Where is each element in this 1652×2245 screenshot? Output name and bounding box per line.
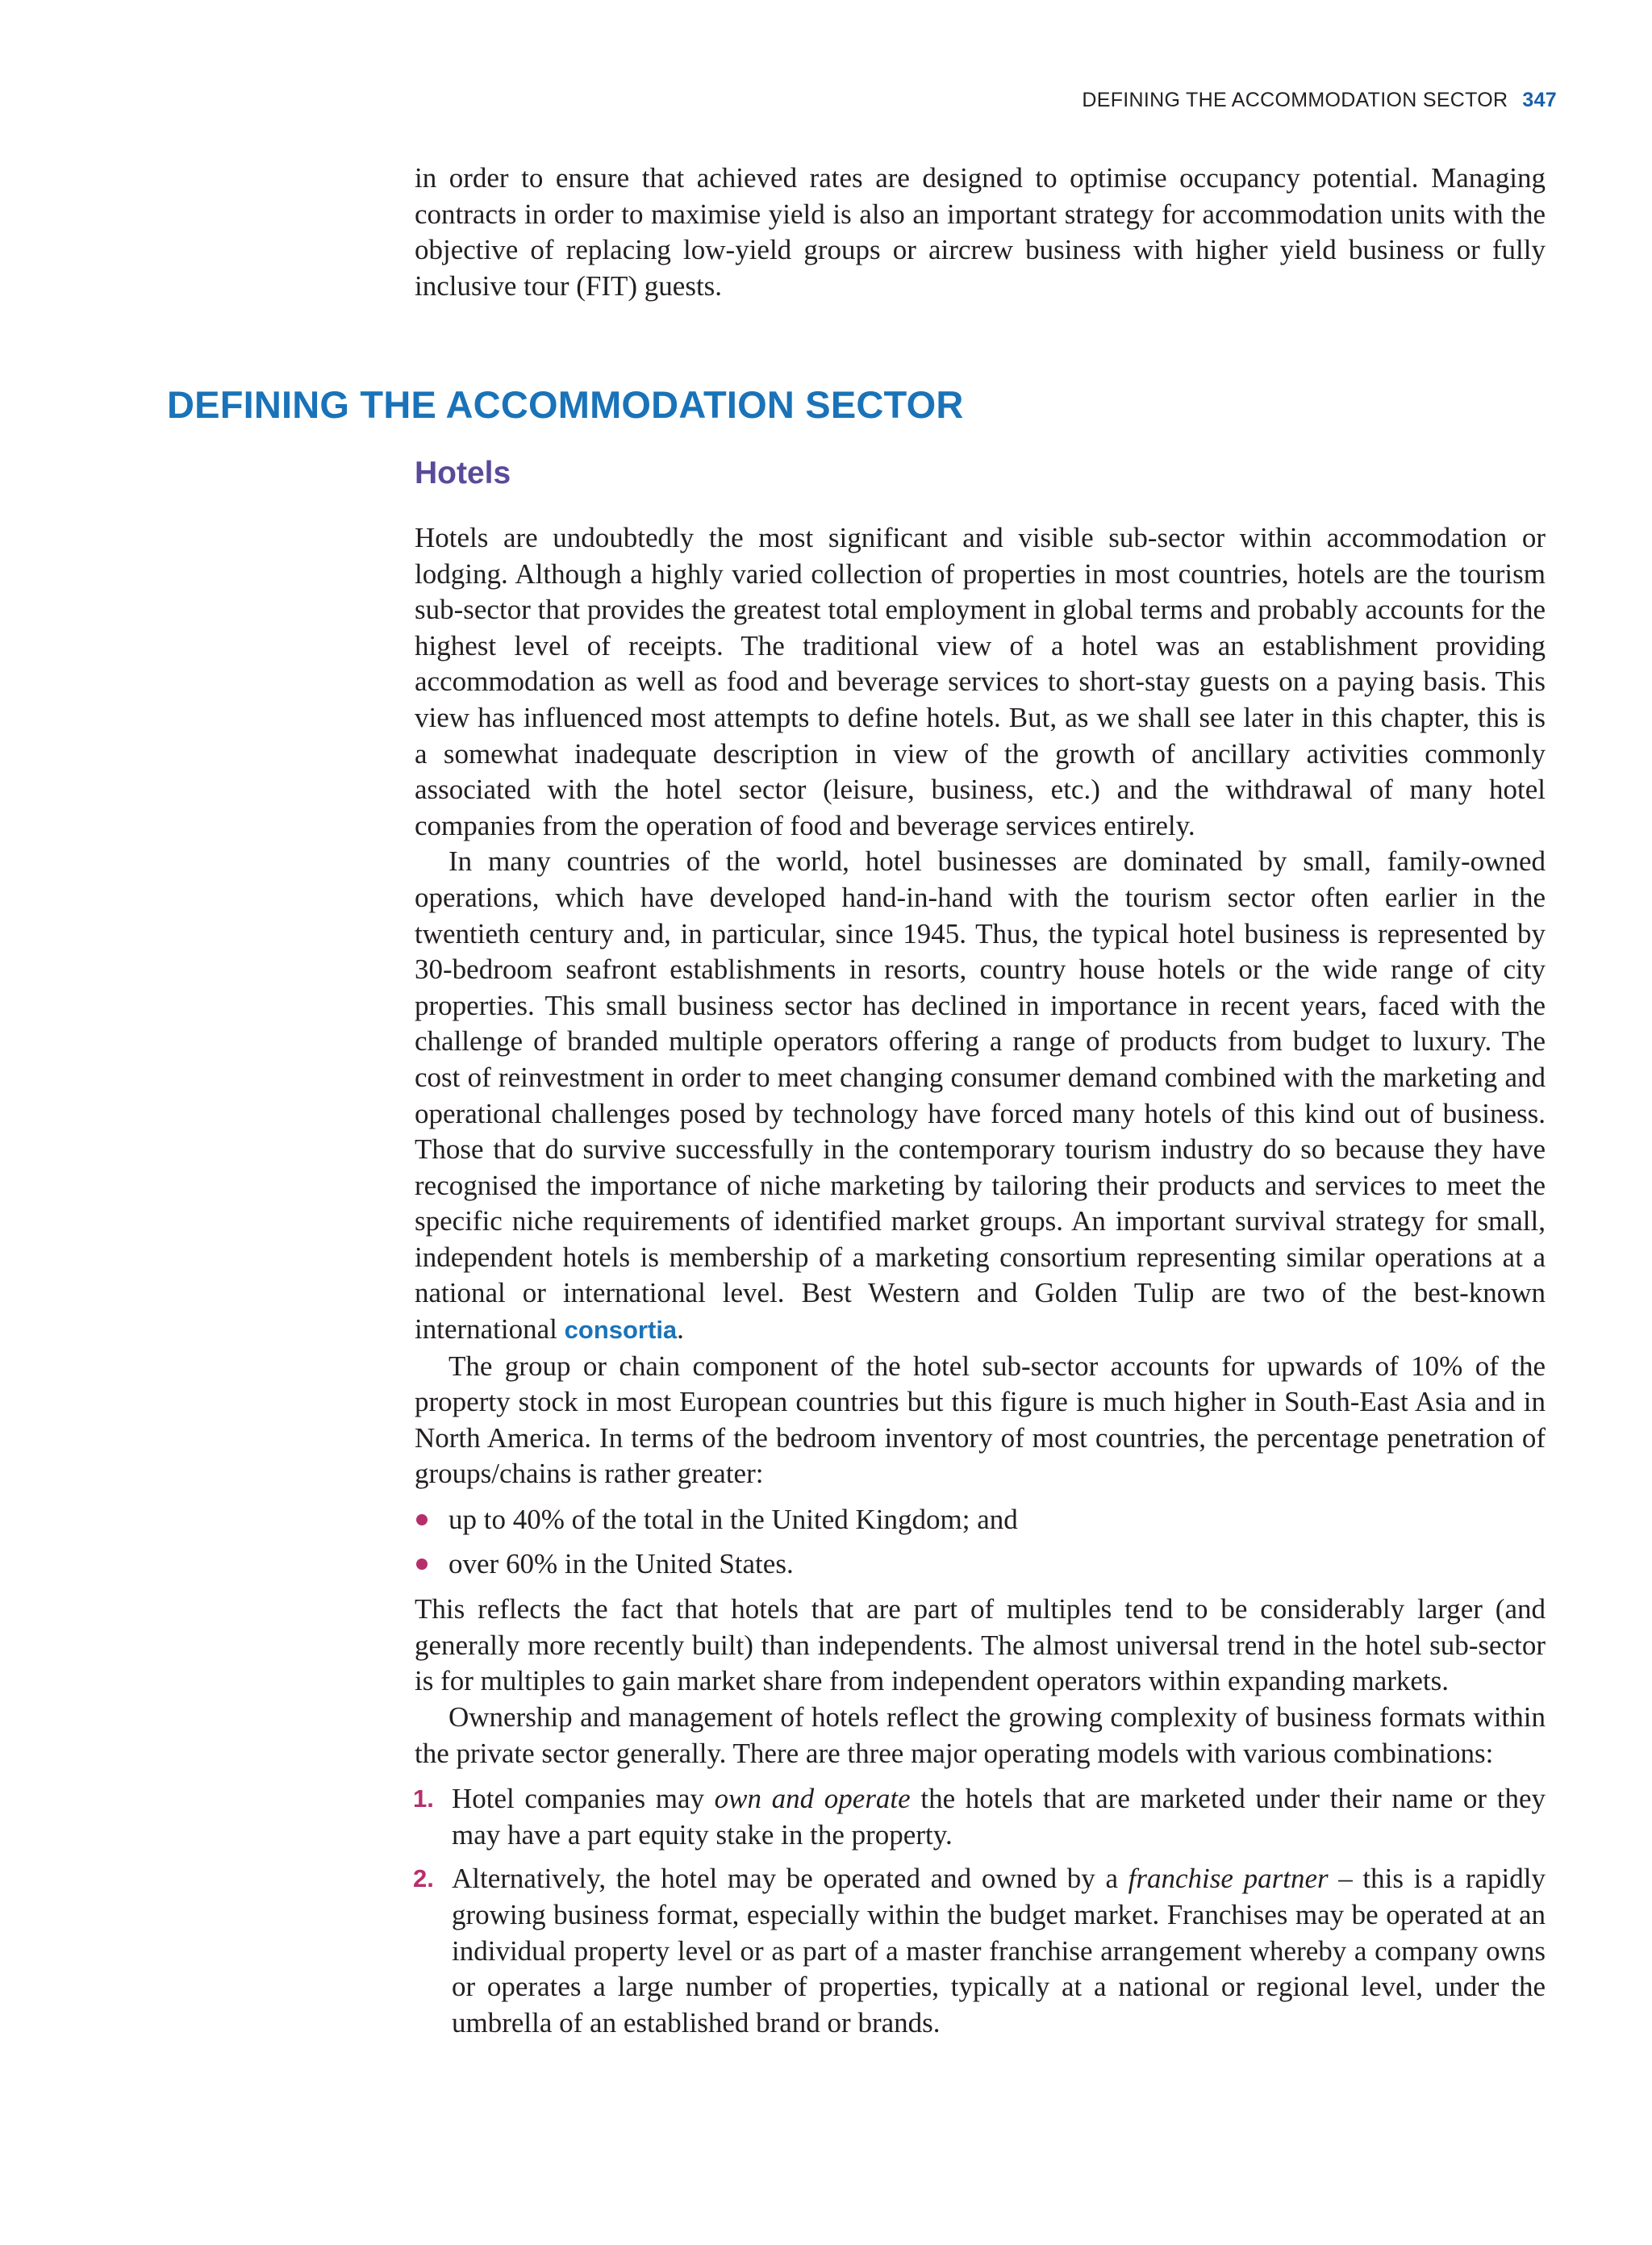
item-emphasis: franchise partner [1128,1863,1329,1895]
running-header [1008,89,1557,112]
item-number: 2. [413,1864,434,1893]
key-term-consortia[interactable]: consortia [564,1316,678,1345]
item-text-start: Hotel companies may [452,1783,715,1815]
bullet-text: over 60% in the United States. [448,1547,794,1579]
item-emphasis: own and operate [714,1783,911,1815]
item-text-end: – this is a rapidly growing business format, especially within the budget market. Franchises may be operated at an individual property level or as part of a master franchise arrangement whereby a company owns or operates a large number of properties, typically at a national or regional level, under the umbrella of an established brand or brands. [452,1863,1546,2038]
paragraph-5: Ownership and management of hotels reflect the growing complexity of business formats within the private sector generally. There are three major operating models with various combinations: [415,1701,1546,1769]
body-text [415,520,1546,2041]
bullet-icon [416,1559,428,1570]
bullet-list [415,1502,1546,1582]
intro-paragraph: in order to ensure that achieved rates are designed to optimise occupancy potential. Managing contracts in order to maximise yield is also an important strategy for accommodation units with the objective of replacing low-yield groups or aircrew business with higher yield business or fully inclusive tour (FIT) guests. [415,162,1546,302]
item-text-start: Alternatively, the hotel may be operated and owned by a [452,1863,1128,1895]
numbered-item [415,1861,1546,2041]
paragraph-2-end: . [677,1313,684,1346]
paragraph-2 [415,844,1546,1348]
item-text-end: the hotels that are marketed under their name or they may have a part equity stake in the property. [452,1783,1546,1851]
bullet-item [415,1502,1546,1538]
section-heading: DEFINING THE ACCOMMODATION SECTOR [167,383,964,426]
running-header-title: DEFINING THE ACCOMMODATION SECTOR [1082,89,1508,111]
operating-models-list [415,1781,1546,2041]
intro-paragraph-block [415,161,1546,304]
paragraph-4: This reflects the fact that hotels that are part of multiples tend to be considerably larger (and generally more recently built) than independents. The almost universal trend in the hotel sub-sector is for multiples to gain market share from independent operators within expanding markets. [415,1593,1546,1697]
bullet-item [415,1546,1546,1583]
paragraph-1: Hotels are undoubtedly the most significant and visible sub-sector within accommodation or lodging. Although a highly varied collection of properties in most countries, hotels are the tourism sub-sector that provides the greatest total employment in global terms and probably accounts for the highest level of receipts. The traditional view of a hotel was an establishment providing accommodation as well as food and beverage services to short-stay guests on a paying basis. This view has influenced most attempts to define hotels. But, as we shall see later in this chapter, this is a somewhat inadequate description in view of the growth of ancillary activities commonly associated with the hotel sector (leisure, business, etc.) and the withdrawal of many hotel companies from the operation of food and beverage services entirely. [415,522,1546,841]
page-number: 347 [1522,89,1557,111]
paragraph-2-text: In many countries of the world, hotel businesses are dominated by small, family-owned operations, which have developed hand-in-hand with the tourism sector often earlier in the twentieth century and, in particular, since 1945. Thus, the typical hotel business is represented by 30-bedroom seafront establishments in resorts, country house hotels or the wide range of city properties. This small business sector has declined in importance in recent years, faced with the challenge of branded multiple operators offering a range of products from budget to luxury. The cost of reinvestment in order to meet changing consumer demand combined with the marketing and operational challenges posed by technology have forced many hotels of this kind out of business. Those that do survive successfully in the contemporary tourism industry do so because they have recognised the importance of niche marketing by tailoring their products and services to meet the specific niche requirements of identified market groups. An important survival strategy for small, independent hotels is membership of a marketing consortium representing similar operations at a national or international level. Best Western and Golden Tulip are two of the best-known international [415,845,1546,1346]
subsection-heading: Hotels [415,456,511,490]
bullet-icon [416,1514,428,1525]
item-number: 1. [413,1784,434,1813]
numbered-item [415,1781,1546,1853]
paragraph-3: The group or chain component of the hotel sub-sector accounts for upwards of 10% of the property stock in most European countries but this figure is much higher in South-East Asia and in North America. In terms of the bedroom inventory of most countries, the percentage penetration of groups/chains is rather greater: [415,1350,1546,1490]
bullet-text: up to 40% of the total in the United Kingdom; and [448,1504,1018,1536]
